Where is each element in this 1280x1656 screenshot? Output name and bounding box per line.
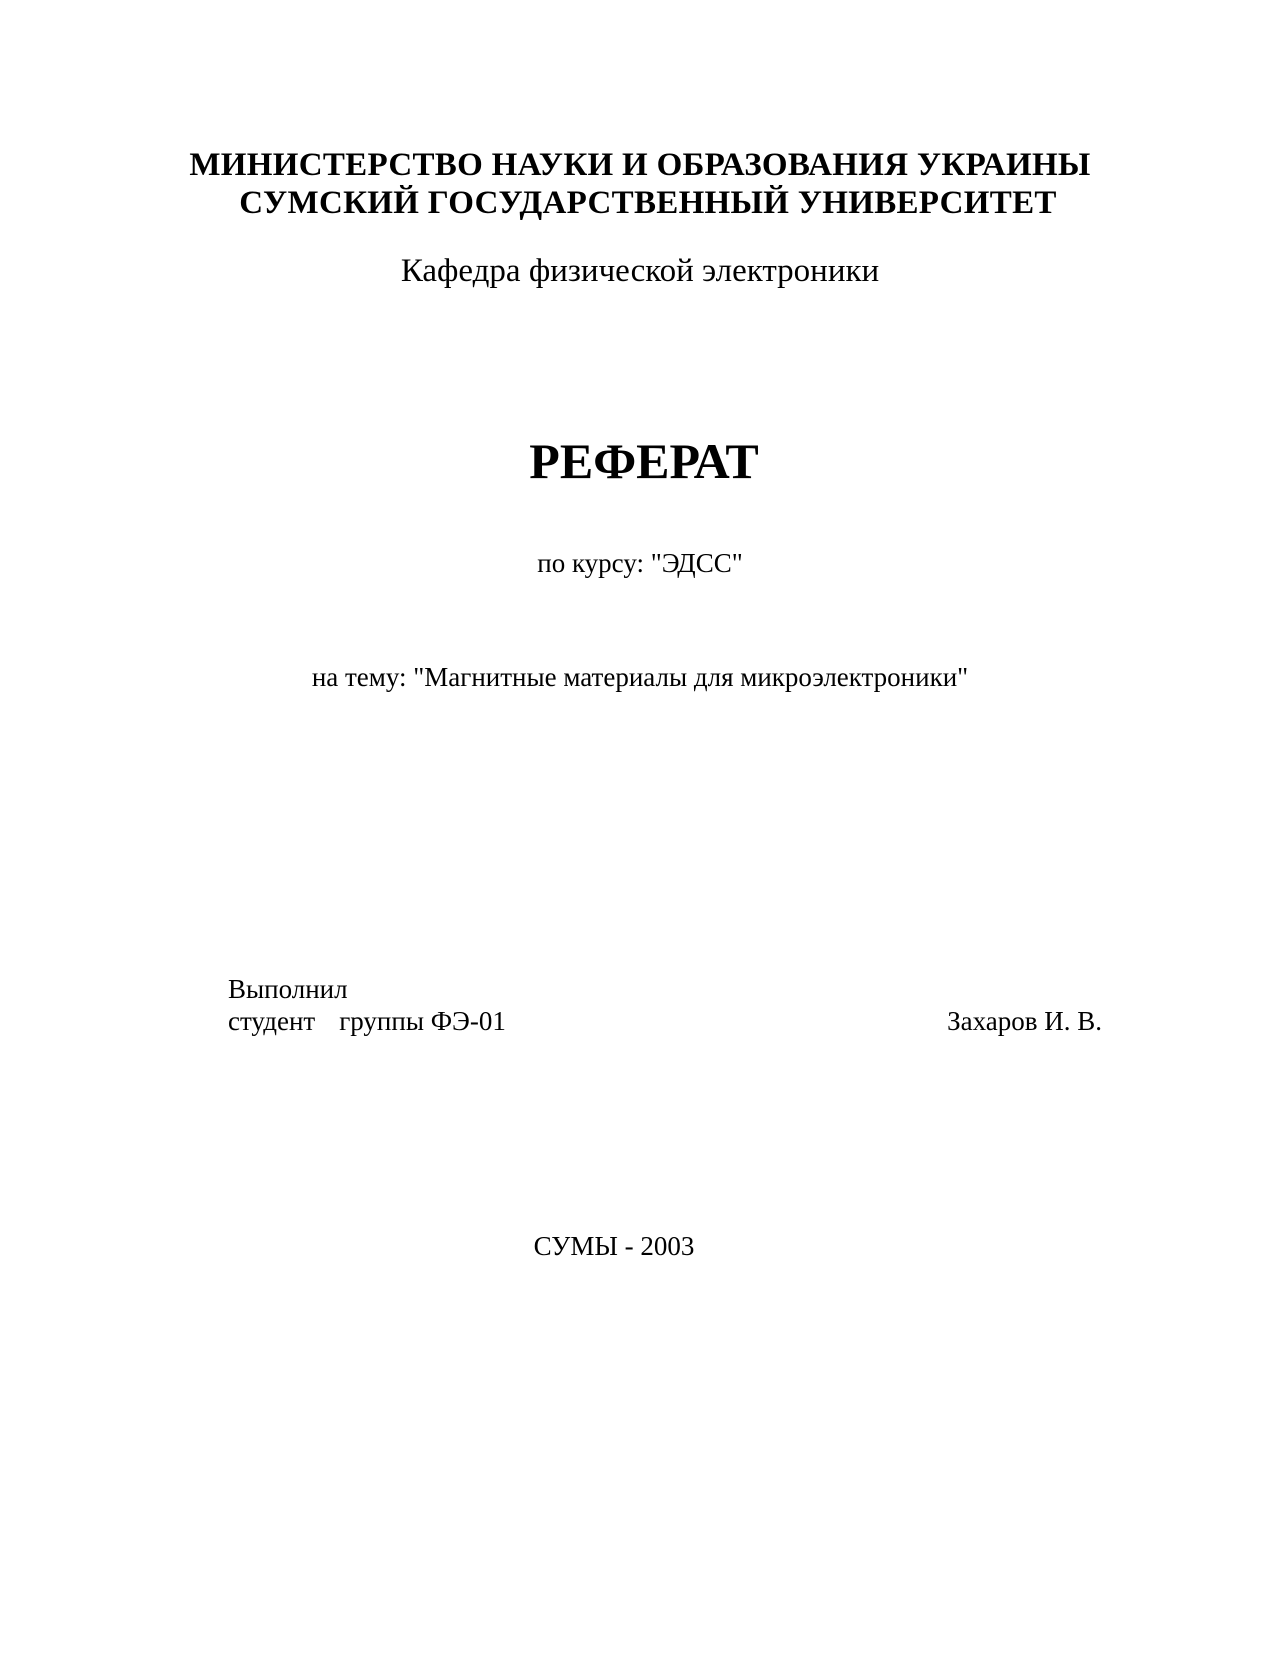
author-name: Захаров И. В.	[947, 1006, 1102, 1036]
course-line: по курсу: "ЭДСС"	[537, 548, 743, 578]
city-year: СУМЫ - 2003	[533, 1231, 695, 1261]
document-type-title: РЕФЕРАТ	[529, 433, 759, 489]
ministry-heading: МИНИСТЕРСТВО НАУКИ И ОБРАЗОВАНИЯ УКРАИНЫ	[189, 147, 1091, 183]
group-label: группы ФЭ-01	[339, 1006, 506, 1036]
student-label: студент	[228, 1006, 316, 1036]
performed-by-label: Выполнил	[228, 974, 348, 1004]
student-group-line	[228, 1008, 506, 1035]
topic-line: на тему: "Магнитные материалы для микроэлектроники"	[311, 662, 969, 692]
university-heading: СУМСКИЙ ГОСУДАРСТВЕННЫЙ УНИВЕРСИТЕТ	[239, 185, 1057, 221]
department-name: Кафедра физической электроники	[400, 253, 880, 289]
